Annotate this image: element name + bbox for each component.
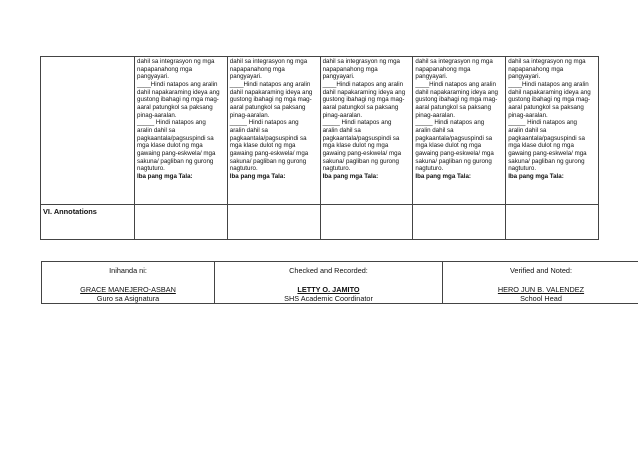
note-line: nagtuturo. [508,165,537,173]
note-line: aralin dahil sa [415,126,454,134]
annotations-row [41,205,599,240]
note-line: pangyayari. [508,73,541,81]
note-line: sakuna/ pagliban ng gurong [508,157,585,165]
note-line: ____Hindi natapos ang aralin [415,80,496,88]
note-line: _____ Hindi natapos ang [322,119,392,127]
note-line: ____Hindi natapos ang aralin [322,80,404,88]
note-line: pinag-aaralan. [415,111,455,119]
noted-by-cell [443,262,638,304]
note-line: _____ Hindi natapos ang [137,119,206,127]
note-line: napapanahong mga [508,65,564,73]
day-cell-3 [320,57,413,205]
coordinator-role: SHS Academic Coordinator [284,294,373,303]
day-notes-2 [228,57,320,181]
annotations-label: VI. Annotations [43,207,97,216]
day-notes-5 [506,57,598,181]
note-line: gustong ibahagi ng mga mag- [415,96,498,104]
note-line: dahil napakaraming ideya ang [322,88,406,96]
note-line: _____ Hindi natapos ang [229,119,299,127]
note-line: aaral patungkol sa paksang [137,103,213,111]
annotation-cell-2[interactable] [227,205,320,240]
note-line: napapanahong mga [322,65,378,73]
annotation-cell-1[interactable] [135,205,228,240]
note-line: mga klase dulot ng mga [322,142,389,150]
signature-table [41,261,638,304]
note-line: gustong ibahagi ng mga mag- [322,96,405,104]
note-line: pagkaantala/pagsuspindi sa [415,134,493,142]
note-line: gawaing pang-eskwela/ mga [322,149,402,157]
note-line: pangyayari. [415,73,448,81]
note-line: napapanahong mga [137,65,193,73]
note-line: dahil napakaraming ideya ang [229,88,313,96]
note-line: aralin dahil sa [322,126,361,134]
note-line: pangyayari. [322,73,355,81]
annotation-cell-5[interactable] [506,205,599,240]
note-line: sakuna/ pagliban ng gurong [137,157,214,165]
note-line: _____ Hindi natapos ang [415,119,485,127]
note-line: napapanahong mga [229,65,285,73]
day-notes-3 [321,57,413,181]
note-line: nagtuturo. [322,165,351,173]
note-line: ____Hindi natapos ang aralin [137,80,218,88]
note-line: dahil napakaraming ideya ang [415,88,498,96]
other-notes-label: Iba pang mga Tala: [229,172,286,180]
note-line: aralin dahil sa [229,126,268,134]
prepared-by-heading: Inihanda ni: [109,266,147,275]
note-line: aralin dahil sa [137,126,176,134]
day-cell-2 [227,57,320,205]
prepared-by-cell [42,262,215,304]
annotation-cell-3[interactable] [320,205,413,240]
annotation-cell-4[interactable] [413,205,506,240]
other-notes-label: Iba pang mga Tala: [508,172,564,180]
note-line: aaral patungkol sa paksang [229,103,306,111]
coordinator-name: LETTY O. JAMITO [297,284,360,294]
school-head-role: School Head [520,294,562,303]
reflection-row [41,57,599,205]
note-line: _____ Hindi natapos ang [508,119,577,127]
note-line: dahil sa integrasyon ng mga [322,58,400,65]
note-line: pinag-aaralan. [137,111,177,119]
note-line: dahil napakaraming ideya ang [137,88,220,96]
note-line: sakuna/ pagliban ng gurong [322,157,399,165]
note-line: nagtuturo. [415,165,444,173]
note-line: pagkaantala/pagsuspindi sa [229,134,307,142]
other-notes-label: Iba pang mga Tala: [137,172,193,180]
note-line: sakuna/ pagliban ng gurong [415,157,492,165]
annotations-label-cell [41,205,135,240]
note-line: aaral patungkol sa paksang [508,103,584,111]
note-line: nagtuturo. [229,165,258,173]
note-line: aaral patungkol sa paksang [415,103,492,111]
note-line: dahil sa integrasyon ng mga [229,58,308,65]
note-line: pangyayari. [137,73,169,81]
note-line: dahil sa integrasyon ng mga [415,58,493,65]
note-line: aralin dahil sa [508,126,547,134]
note-line: gawaing pang-eskwela/ mga [508,149,587,157]
school-head-name: HERO JUN B. VALENDEZ [497,284,585,294]
note-line: dahil sa integrasyon ng mga [137,58,215,65]
note-line: ____Hindi natapos ang aralin [508,80,589,88]
note-line: mga klase dulot ng mga [229,142,296,150]
note-line: mga klase dulot ng mga [137,142,203,150]
note-line: gawaing pang-eskwela/ mga [415,149,494,157]
note-line: pagkaantala/pagsuspindi sa [137,134,214,142]
day-cell-5 [506,57,599,205]
noted-by-heading: Verified and Noted: [509,266,573,275]
note-line: pinag-aaralan. [322,111,363,119]
note-line: pangyayari. [229,73,262,81]
note-line: dahil napakaraming ideya ang [508,88,591,96]
note-line: ____Hindi natapos ang aralin [229,80,311,88]
teacher-name: GRACE MANEJERO-ASBAN [80,284,176,294]
checked-by-heading: Checked and Recorded: [289,266,368,275]
day-notes-1 [135,57,227,181]
note-line: aaral patungkol sa paksang [322,103,399,111]
other-notes-label: Iba pang mga Tala: [415,172,471,180]
note-line: mga klase dulot ng mga [508,142,574,150]
note-line: pagkaantala/pagsuspindi sa [508,134,585,142]
lesson-plan-table [40,56,599,240]
day-notes-4 [413,57,505,181]
note-line: gawaing pang-eskwela/ mga [137,149,216,157]
note-line: pinag-aaralan. [229,111,270,119]
note-line: gustong ibahagi ng mga mag- [508,96,591,104]
note-line: mga klase dulot ng mga [415,142,482,150]
note-line: sakuna/ pagliban ng gurong [229,157,307,165]
note-line: gustong ibahagi ng mga mag- [229,96,312,104]
note-line: nagtuturo. [137,165,165,173]
row-label-cell [41,57,135,205]
note-line: napapanahong mga [415,65,471,73]
teacher-role: Guro sa Asignatura [96,294,160,303]
day-cell-4 [413,57,506,205]
other-notes-label: Iba pang mga Tala: [322,172,379,180]
checked-by-cell [215,262,443,304]
note-line: dahil sa integrasyon ng mga [508,58,586,65]
note-line: gawaing pang-eskwela/ mga [229,149,309,157]
note-line: pagkaantala/pagsuspindi sa [322,134,400,142]
note-line: pinag-aaralan. [508,111,548,119]
day-cell-1 [135,57,228,205]
note-line: gustong ibahagi ng mga mag- [137,96,219,104]
